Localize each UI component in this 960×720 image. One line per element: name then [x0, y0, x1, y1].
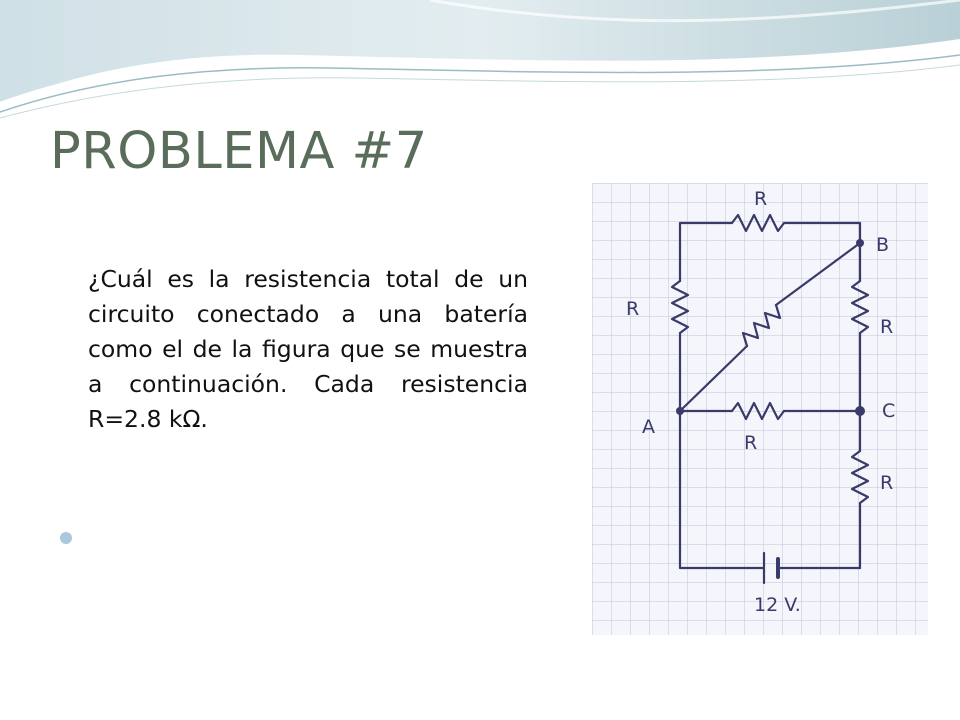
label-r-middle: R	[744, 432, 758, 454]
label-r-left: R	[626, 298, 640, 320]
label-r-top: R	[754, 188, 768, 210]
node-c-dot	[855, 406, 865, 416]
decorative-wave-banner	[0, 0, 960, 130]
label-r-lower-right: R	[880, 472, 894, 494]
problem-statement: ¿Cuál es la resistencia total de un circuito conectado a una batería como el de la figura que se muestra a continuación. Cada resistencia R=2.8 kΩ.	[88, 265, 528, 433]
bullet-marker	[60, 532, 72, 544]
node-b-dot	[856, 239, 864, 247]
slide-title: PROBLEMA #7	[50, 122, 428, 181]
label-node-c: C	[882, 400, 896, 422]
label-battery-voltage: 12 V.	[754, 594, 801, 616]
label-node-a: A	[642, 416, 655, 438]
node-a-dot	[676, 407, 684, 415]
label-node-b: B	[876, 234, 890, 256]
circuit-diagram	[592, 183, 928, 635]
label-r-right: R	[880, 316, 894, 338]
